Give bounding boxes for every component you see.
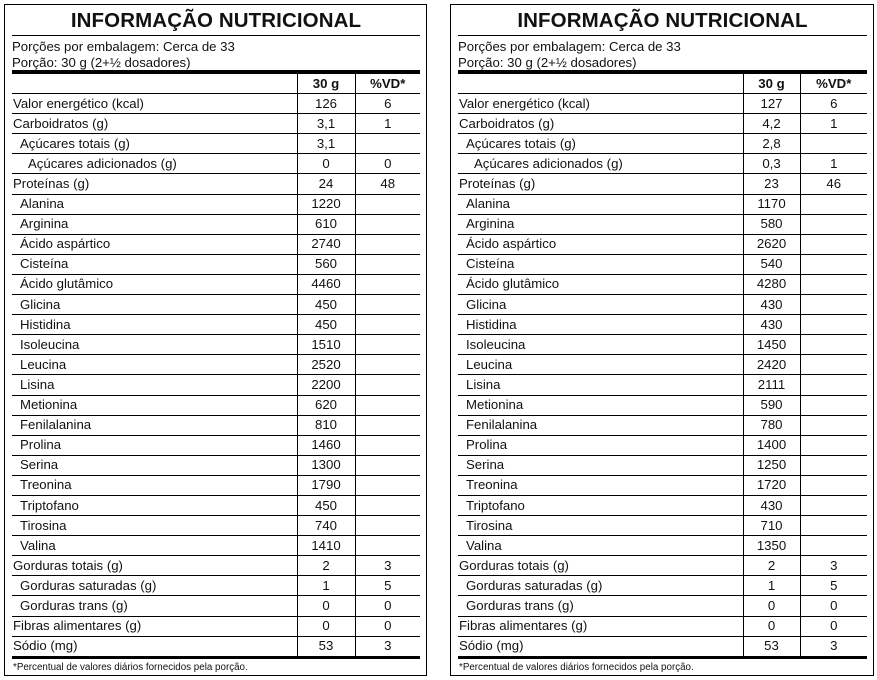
nutrient-name: Carboidratos (g) — [12, 114, 297, 134]
table-row — [458, 455, 867, 475]
label-title: INFORMAÇÃO NUTRICIONAL — [458, 5, 867, 36]
nutrient-name: Açúcares totais (g) — [12, 134, 297, 154]
nutrient-name: Gorduras totais (g) — [458, 556, 743, 576]
nutrient-amount: 1510 — [297, 335, 355, 355]
nutrient-amount: 1 — [743, 576, 800, 596]
nutrient-amount: 53 — [297, 636, 355, 656]
table-row — [12, 435, 420, 455]
nutrient-dv — [355, 475, 420, 495]
table-row — [12, 234, 420, 254]
header-nutrient — [458, 74, 743, 94]
nutrient-dv — [355, 516, 420, 536]
nutrient-dv — [800, 516, 867, 536]
nutrient-dv — [355, 194, 420, 214]
nutrient-name: Triptofano — [12, 495, 297, 515]
nutrient-name: Açúcares adicionados (g) — [12, 154, 297, 174]
table-header-row — [12, 74, 420, 94]
nutrient-amount: 0 — [743, 616, 800, 636]
nutrient-amount: 2420 — [743, 355, 800, 375]
nutrient-dv — [800, 475, 867, 495]
nutrient-name: Histidina — [12, 315, 297, 335]
table-row — [12, 495, 420, 515]
nutrition-label-right — [450, 4, 874, 676]
footnote: *Percentual de valores diários fornecidos pela porção. — [459, 661, 694, 673]
nutrient-dv: 46 — [800, 174, 867, 194]
nutrient-dv — [355, 495, 420, 515]
table-row — [458, 214, 867, 234]
table-row — [458, 375, 867, 395]
nutrient-dv — [355, 274, 420, 294]
nutrient-amount: 1 — [297, 576, 355, 596]
nutrient-dv — [355, 254, 420, 274]
table-row — [458, 576, 867, 596]
nutrient-amount: 610 — [297, 214, 355, 234]
nutrient-name: Gorduras trans (g) — [458, 596, 743, 616]
nutrient-name: Açúcares adicionados (g) — [458, 154, 743, 174]
nutrient-name: Fenilalanina — [458, 415, 743, 435]
nutrient-dv — [800, 415, 867, 435]
table-row — [458, 596, 867, 616]
nutrient-dv: 6 — [800, 94, 867, 114]
nutrient-name: Ácido aspártico — [12, 234, 297, 254]
nutrient-name: Gorduras saturadas (g) — [12, 576, 297, 596]
nutrient-dv: 0 — [355, 616, 420, 636]
nutrient-amount: 2520 — [297, 355, 355, 375]
nutrient-dv: 6 — [355, 94, 420, 114]
nutrient-dv: 5 — [800, 576, 867, 596]
table-row — [12, 375, 420, 395]
nutrient-name: Ácido glutâmico — [458, 274, 743, 294]
nutrient-dv — [355, 355, 420, 375]
table-row — [458, 415, 867, 435]
nutrient-dv — [800, 274, 867, 294]
nutrient-dv — [355, 536, 420, 556]
nutrient-amount: 1450 — [743, 335, 800, 355]
nutrient-name: Valor energético (kcal) — [458, 94, 743, 114]
table-row — [12, 174, 420, 194]
nutrient-name: Valor energético (kcal) — [12, 94, 297, 114]
table-row — [458, 254, 867, 274]
nutrient-dv — [800, 214, 867, 234]
nutrient-amount: 4,2 — [743, 114, 800, 134]
header-nutrient — [12, 74, 297, 94]
table-row — [458, 355, 867, 375]
table-row — [458, 516, 867, 536]
nutrient-amount: 740 — [297, 516, 355, 536]
nutrient-amount: 450 — [297, 295, 355, 315]
table-row — [12, 475, 420, 495]
nutrient-name: Metionina — [12, 395, 297, 415]
nutrient-dv — [355, 234, 420, 254]
nutrient-dv — [355, 295, 420, 315]
table-row — [458, 475, 867, 495]
nutrient-amount: 2 — [297, 556, 355, 576]
table-row — [12, 536, 420, 556]
table-row — [12, 355, 420, 375]
nutrient-dv — [355, 315, 420, 335]
table-row — [458, 154, 867, 174]
nutrient-amount: 2 — [743, 556, 800, 576]
servings-per-pack: Porções por embalagem: Cerca de 33 — [12, 39, 235, 54]
nutrient-amount: 2111 — [743, 375, 800, 395]
nutrient-dv — [355, 134, 420, 154]
nutrient-dv — [800, 254, 867, 274]
nutrient-name: Cisteína — [458, 254, 743, 274]
nutrient-dv: 3 — [355, 556, 420, 576]
nutrient-dv — [800, 315, 867, 335]
nutrient-name: Açúcares totais (g) — [458, 134, 743, 154]
nutrient-dv: 3 — [355, 636, 420, 656]
nutrient-amount: 2,8 — [743, 134, 800, 154]
nutrient-dv — [800, 375, 867, 395]
nutrient-name: Leucina — [458, 355, 743, 375]
table-header-row — [458, 74, 867, 94]
nutrient-name: Prolina — [458, 435, 743, 455]
nutrient-dv — [800, 355, 867, 375]
nutrient-dv: 1 — [355, 114, 420, 134]
nutrient-amount: 0,3 — [743, 154, 800, 174]
table-row — [458, 636, 867, 656]
nutrient-amount: 430 — [743, 315, 800, 335]
nutrient-dv: 0 — [355, 596, 420, 616]
nutrient-dv: 3 — [800, 556, 867, 576]
nutrient-amount: 0 — [743, 596, 800, 616]
table-row — [458, 315, 867, 335]
nutrient-dv — [800, 194, 867, 214]
nutrient-name: Sódio (mg) — [13, 638, 78, 654]
nutrient-name: Isoleucina — [12, 335, 297, 355]
nutrient-amount: 0 — [297, 616, 355, 636]
nutrition-table — [12, 74, 420, 656]
nutrient-name: Gorduras totais (g) — [12, 556, 297, 576]
servings-per-pack: Porções por embalagem: Cerca de 33 — [458, 39, 681, 54]
nutrient-dv: 0 — [800, 616, 867, 636]
nutrient-name: Ácido glutâmico — [12, 274, 297, 294]
nutrient-amount: 1720 — [743, 475, 800, 495]
nutrient-amount: 540 — [743, 254, 800, 274]
nutrient-dv — [800, 395, 867, 415]
nutrient-dv — [800, 295, 867, 315]
table-row — [458, 274, 867, 294]
table-row — [458, 295, 867, 315]
nutrient-amount: 3,1 — [297, 134, 355, 154]
nutrient-amount: 1250 — [743, 455, 800, 475]
table-row — [458, 234, 867, 254]
nutrient-amount: 1220 — [297, 194, 355, 214]
nutrient-dv: 5 — [355, 576, 420, 596]
nutrient-name: Sódio (mg) — [459, 638, 524, 654]
table-row — [458, 114, 867, 134]
nutrient-amount: 2740 — [297, 234, 355, 254]
nutrient-dv — [800, 435, 867, 455]
nutrient-dv — [355, 214, 420, 234]
table-row — [12, 395, 420, 415]
nutrient-name: Arginina — [458, 214, 743, 234]
nutrient-name: Isoleucina — [458, 335, 743, 355]
nutrient-amount: 126 — [297, 94, 355, 114]
nutrient-dv: 3 — [800, 636, 867, 656]
nutrient-name: Ácido aspártico — [458, 234, 743, 254]
nutrient-dv — [800, 455, 867, 475]
nutrient-name: Alanina — [458, 194, 743, 214]
serving-info — [12, 36, 420, 69]
table-row — [458, 556, 867, 576]
nutrient-amount: 23 — [743, 174, 800, 194]
nutrient-dv — [800, 234, 867, 254]
nutrient-amount: 2620 — [743, 234, 800, 254]
nutrition-table — [458, 74, 867, 656]
nutrient-dv: 1 — [800, 154, 867, 174]
nutrient-name: Glicina — [12, 295, 297, 315]
nutrient-amount: 1410 — [297, 536, 355, 556]
nutrient-name: Fibras alimentares (g) — [12, 616, 297, 636]
nutrient-dv — [800, 134, 867, 154]
table-row — [12, 556, 420, 576]
serving-info — [458, 36, 867, 69]
nutrient-amount: 1790 — [297, 475, 355, 495]
table-row — [458, 536, 867, 556]
nutrient-name: Serina — [12, 455, 297, 475]
nutrient-name: Treonina — [458, 475, 743, 495]
nutrient-name: Lisina — [458, 375, 743, 395]
nutrient-dv — [355, 375, 420, 395]
nutrient-name: Tirosina — [458, 516, 743, 536]
table-row — [12, 636, 420, 656]
nutrient-name: Serina — [458, 455, 743, 475]
nutrition-label-left — [4, 4, 427, 676]
nutrient-amount: 0 — [297, 596, 355, 616]
nutrient-amount: 560 — [297, 254, 355, 274]
nutrient-dv: 0 — [355, 154, 420, 174]
table-row — [458, 335, 867, 355]
nutrient-amount: 710 — [743, 516, 800, 536]
nutrient-amount: 1460 — [297, 435, 355, 455]
nutrient-dv: 48 — [355, 174, 420, 194]
nutrient-amount: 620 — [297, 395, 355, 415]
nutrient-amount: 1400 — [743, 435, 800, 455]
footnote: *Percentual de valores diários fornecidos pela porção. — [13, 661, 248, 673]
table-row — [12, 94, 420, 114]
label-title: INFORMAÇÃO NUTRICIONAL — [12, 5, 420, 36]
nutrient-name: Gorduras trans (g) — [12, 596, 297, 616]
nutrient-name: Proteínas (g) — [458, 174, 743, 194]
nutrient-amount: 53 — [743, 636, 800, 656]
table-row — [458, 134, 867, 154]
nutrient-dv: 1 — [800, 114, 867, 134]
nutrient-amount: 580 — [743, 214, 800, 234]
nutrient-amount: 430 — [743, 495, 800, 515]
nutrient-name: Glicina — [458, 295, 743, 315]
nutrient-dv: 0 — [800, 596, 867, 616]
header-dv: %VD* — [355, 74, 420, 94]
nutrient-name: Alanina — [12, 194, 297, 214]
nutrient-amount: 780 — [743, 415, 800, 435]
nutrient-name: Valina — [12, 536, 297, 556]
table-row — [12, 134, 420, 154]
nutrient-amount: 1300 — [297, 455, 355, 475]
nutrient-dv — [800, 495, 867, 515]
nutrient-name: Metionina — [458, 395, 743, 415]
nutrient-dv — [800, 536, 867, 556]
nutrient-amount: 3,1 — [297, 114, 355, 134]
table-row — [458, 435, 867, 455]
nutrient-amount: 1170 — [743, 194, 800, 214]
nutrient-name: Tirosina — [12, 516, 297, 536]
table-row — [12, 596, 420, 616]
nutrient-name: Gorduras saturadas (g) — [458, 576, 743, 596]
table-row — [12, 214, 420, 234]
table-row — [458, 194, 867, 214]
nutrient-dv — [355, 395, 420, 415]
table-row — [12, 576, 420, 596]
nutrient-name: Cisteína — [12, 254, 297, 274]
nutrient-amount: 450 — [297, 495, 355, 515]
nutrient-dv — [355, 415, 420, 435]
table-row — [458, 174, 867, 194]
table-row — [458, 395, 867, 415]
nutrient-amount: 4460 — [297, 274, 355, 294]
serving-size: Porção: 30 g (2+½ dosadores) — [12, 54, 191, 70]
nutrient-name: Leucina — [12, 355, 297, 375]
nutrient-name: Prolina — [12, 435, 297, 455]
serving-size: Porção: 30 g (2+½ dosadores) — [458, 54, 637, 70]
nutrient-name: Triptofano — [458, 495, 743, 515]
table-row — [12, 455, 420, 475]
table-row — [12, 335, 420, 355]
nutrient-name: Treonina — [12, 475, 297, 495]
table-row — [12, 295, 420, 315]
table-row — [12, 315, 420, 335]
nutrient-amount: 0 — [297, 154, 355, 174]
nutrient-dv — [800, 335, 867, 355]
nutrient-amount: 810 — [297, 415, 355, 435]
nutrient-amount: 1350 — [743, 536, 800, 556]
nutrient-amount: 450 — [297, 315, 355, 335]
nutrient-dv — [355, 335, 420, 355]
table-row — [12, 616, 420, 636]
table-row — [12, 415, 420, 435]
header-amount: 30 g — [297, 74, 355, 94]
table-row — [12, 114, 420, 134]
table-row — [12, 154, 420, 174]
table-row — [12, 194, 420, 214]
header-amount: 30 g — [743, 74, 800, 94]
nutrient-name: Fibras alimentares (g) — [458, 616, 743, 636]
nutrient-dv — [355, 435, 420, 455]
table-row — [12, 254, 420, 274]
nutrient-amount: 24 — [297, 174, 355, 194]
nutrient-name: Arginina — [12, 214, 297, 234]
nutrient-amount: 430 — [743, 295, 800, 315]
nutrient-dv — [355, 455, 420, 475]
header-dv: %VD* — [800, 74, 867, 94]
nutrient-amount: 127 — [743, 94, 800, 114]
nutrient-name: Histidina — [458, 315, 743, 335]
table-row — [458, 616, 867, 636]
nutrient-amount: 2200 — [297, 375, 355, 395]
table-row — [458, 94, 867, 114]
nutrient-name: Carboidratos (g) — [458, 114, 743, 134]
nutrient-amount: 4280 — [743, 274, 800, 294]
table-row — [12, 274, 420, 294]
nutrient-name: Proteínas (g) — [12, 174, 297, 194]
nutrient-name: Fenilalanina — [12, 415, 297, 435]
table-row — [12, 516, 420, 536]
nutrient-name: Valina — [458, 536, 743, 556]
nutrient-name: Lisina — [12, 375, 297, 395]
nutrient-amount: 590 — [743, 395, 800, 415]
table-row — [458, 495, 867, 515]
